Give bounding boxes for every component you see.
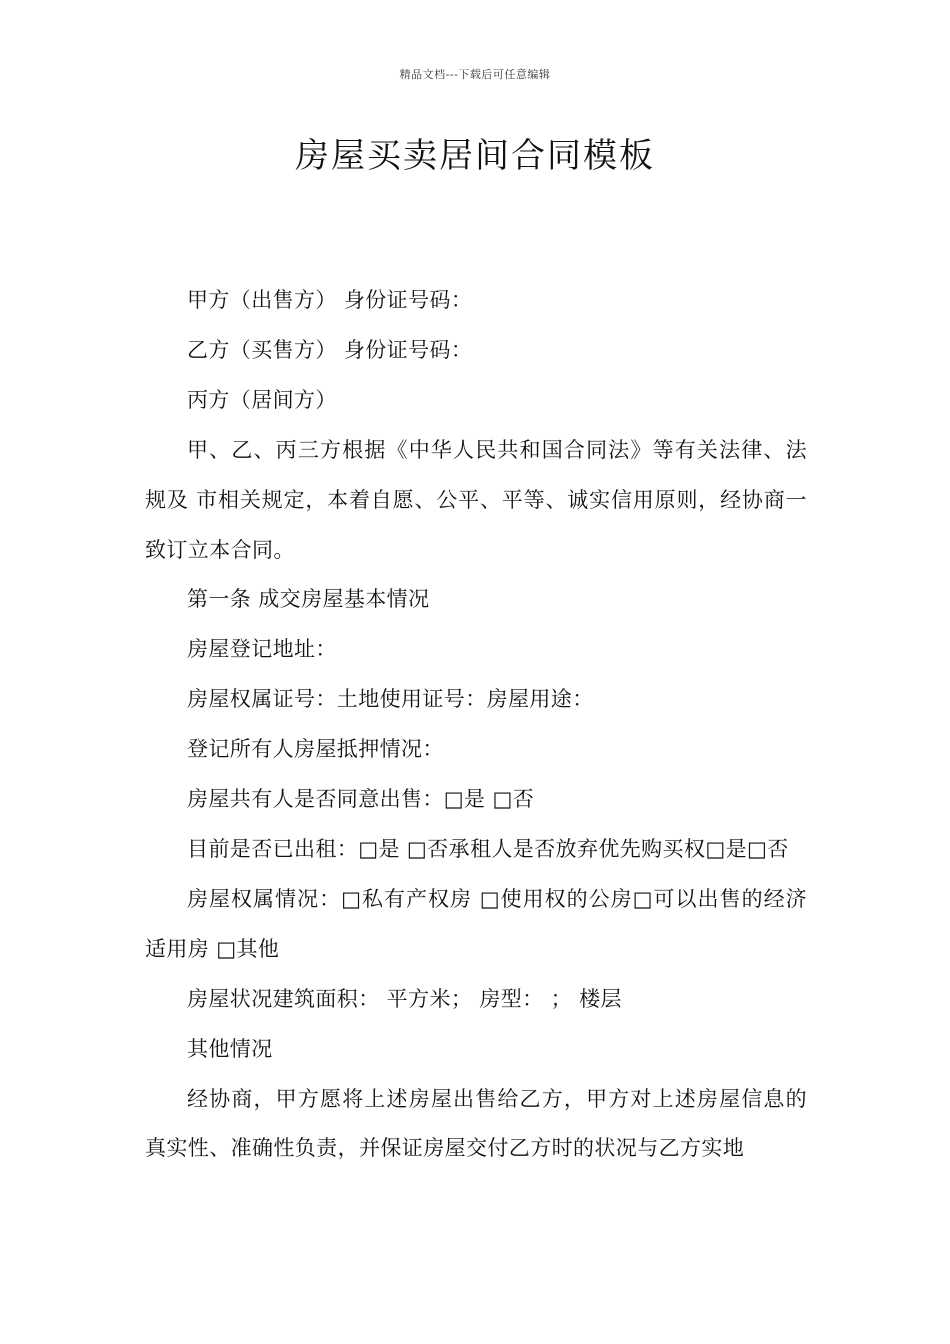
property-address-line: 房屋登记地址： — [187, 637, 337, 662]
party-c-line: 丙方（居间方） — [187, 387, 337, 412]
preamble-paragraph: 甲、乙、丙三方根据《中华人民共和国合同法》等有关法律、法规及 市相关规定，本着自愿、公平、平等、诚实信用原则，经协商一致订立本合同。 — [145, 437, 807, 562]
rental-status-line: 目前是否已出租：□是 □否承租人是否放弃优先购买权□是□否 — [187, 836, 789, 861]
document-title: 房屋买卖居间合同模板 — [295, 136, 655, 176]
document-body — [145, 276, 807, 1174]
ownership-type-line: 房屋权属情况：□私有产权房 □使用权的公房□可以出售的经济适用房 □其他 — [145, 886, 807, 961]
article-1-heading: 第一条 成交房屋基本情况 — [187, 587, 430, 612]
property-certificate-line: 房屋权属证号：土地使用证号：房屋用途： — [187, 687, 594, 712]
property-size-line: 房屋状况建筑面积： 平方米； 房型： ； 楼层 — [187, 986, 622, 1011]
mortgage-line: 登记所有人房屋抵押情况： — [187, 737, 444, 762]
party-b-line: 乙方（买售方） 身份证号码： — [187, 337, 473, 362]
agreement-paragraph: 经协商，甲方愿将上述房屋出售给乙方，甲方对上述房屋信息的真实性、准确性负责，并保证房屋交付乙方时的状况与乙方实地 — [145, 1086, 807, 1161]
party-a-line: 甲方（出售方） 身份证号码： — [187, 288, 473, 312]
other-conditions-line: 其他情况 — [187, 1036, 273, 1061]
header-note: 精品文档---下载后可任意编辑 — [399, 68, 551, 81]
co-owner-consent-line: 房屋共有人是否同意出售：□是 □否 — [187, 787, 535, 812]
